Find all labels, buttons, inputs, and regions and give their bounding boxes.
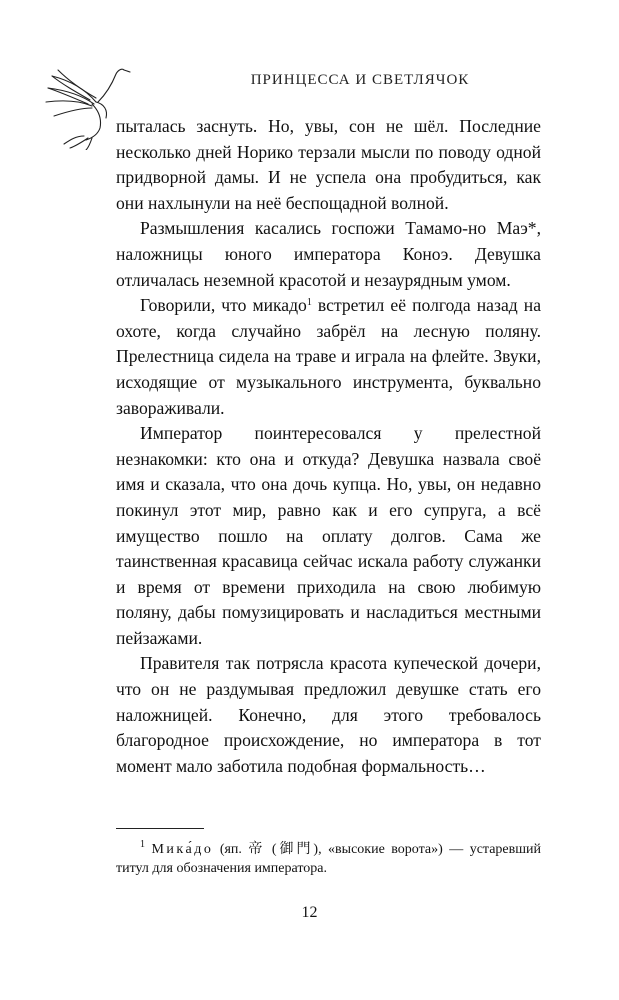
running-title: ПРИНЦЕССА И СВЕТЛЯЧОК (250, 72, 470, 88)
footnote-reference: 1 (306, 297, 312, 309)
paragraph: пыталась заснуть. Но, увы, сон не шёл. Последние несколько дней Норико терзали мысли по поводу одной придворной дамы. И не успела она пробудиться, как они нахлынули на неё беспощадной волной. (116, 116, 541, 213)
footnote-term: Мика́до (151, 842, 214, 857)
page-number: 12 (301, 904, 318, 921)
paragraph-text: Говорили, что микадо (140, 295, 307, 316)
paragraph: Император поинтересовался у прелестной незнакомки: кто она и откуда? Девушка назвала своё имя и сказала, что она дочь купца. Но, увы, он недавно покинул этот мир, равно как и его супруга, а всё имущество пошло на оплату долгов. Сама же таинственная красавица сейчас искала работу служанки и время от времени приходила на свою любимую поляну, дабы помузицировать и насладиться местными пейзажами. (116, 423, 541, 648)
footnote-text: (яп. 帝 (御門), «высокие ворота») — устаревший титул для обозначения императора. (116, 842, 542, 876)
main-text (116, 114, 541, 779)
footnote-marker: 1 (140, 839, 145, 850)
paragraph: Правителя так потрясла красота купеческой дочери, что он не раздумывая предложил девушке стать его наложницей. Конечно, для этого требовалось благородное происхождение, но императора в тот момент мало заботила подобная формальность… (116, 653, 541, 776)
paragraph (116, 293, 541, 421)
footnote (116, 840, 541, 878)
paragraph-text: встретил её полгода назад на охоте, когда случайно забрёл на лесную поляну. Прелестница сидела на траве и играла на флейте. (116, 295, 542, 367)
paragraph: Размышления касались госпожи Тамамо-но Маэ*, наложницы юного императора Коноэ. Девушка отличалась неземной красотой и незаурядным умом. (116, 218, 541, 290)
footnote-divider (116, 828, 204, 829)
paragraph-text: Звуки, исходящие от музыкального инструмента, буквально завораживали. (116, 346, 541, 418)
